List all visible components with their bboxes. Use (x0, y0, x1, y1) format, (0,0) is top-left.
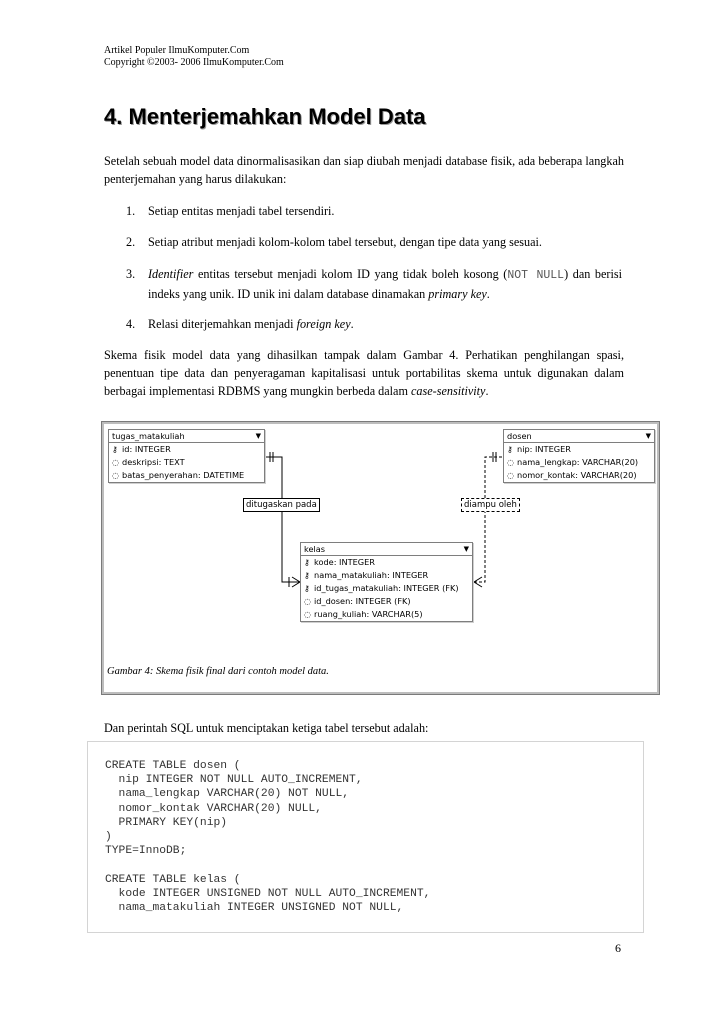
column-dot-icon: ◌ (304, 610, 311, 619)
schema-paragraph (104, 346, 624, 400)
list-text (148, 315, 622, 333)
column-text: deskripsi: TEXT (122, 457, 185, 467)
list-number: 2. (126, 235, 136, 249)
key-icon: ⚷ (304, 584, 310, 593)
table-row (301, 595, 472, 608)
table-row (504, 456, 654, 469)
list-text-part: . (486, 287, 490, 301)
column-text: nomor_kontak: VARCHAR(20) (517, 470, 637, 480)
column-dot-icon: ◌ (304, 597, 311, 606)
table-row (504, 443, 654, 456)
table-header (301, 543, 472, 556)
table-name: dosen (507, 431, 532, 441)
paragraph-end: . (485, 384, 489, 398)
chevron-down-icon: ▼ (255, 432, 261, 440)
table-header (504, 430, 654, 443)
relation-line-diampu (474, 457, 502, 582)
table-dosen (503, 429, 655, 483)
list-text-part: . (350, 317, 354, 331)
column-text: ruang_kuliah: VARCHAR(5) (314, 609, 423, 619)
column-text: batas_penyerahan: DATETIME (122, 470, 245, 480)
column-dot-icon: ◌ (507, 458, 514, 467)
table-name: tugas_matakuliah (112, 431, 185, 441)
header-copyright: Copyright ©2003- 2006 IlmuKomputer.Com (104, 57, 284, 68)
emphasis-foreign-key: foreign key (296, 317, 351, 331)
list-text-part: Relasi diterjemahkan menjadi (148, 317, 297, 331)
table-kelas (300, 542, 473, 622)
inline-code: NOT NULL (507, 269, 565, 282)
list-item (126, 202, 624, 220)
key-icon: ⚷ (112, 445, 118, 454)
emphasis-identifier: Identifier (148, 267, 194, 281)
relation-label-ditugaskan: ditugaskan pada (243, 498, 320, 512)
table-row (109, 469, 264, 482)
column-text: id_dosen: INTEGER (FK) (314, 596, 411, 606)
emphasis-primary-key: primary key (428, 287, 487, 301)
intro-paragraph: Setelah sebuah model data dinormalisasikan dan siap diubah menjadi database fisik, ada beberapa langkah penterjemahan yang harus dilakukan: (104, 154, 624, 186)
table-row (301, 556, 472, 569)
sql-intro-paragraph: Dan perintah SQL untuk menciptakan ketiga tabel tersebut adalah: (104, 721, 429, 735)
paragraph-text: Skema fisik model data yang dihasilkan tampak dalam Gambar 4. Perhatikan penghilangan spasi, penentuan tipe data dan penyeragaman kapitalisasi untuk portabilitas skema untuk digunakan dalam berbagai implementasi RDBMS yang mungkin berbeda dalam (104, 348, 624, 398)
page-number: 6 (615, 941, 621, 955)
table-row (109, 456, 264, 469)
list-number: 4. (126, 317, 136, 331)
key-icon: ⚷ (304, 571, 310, 580)
list-number: 1. (126, 204, 136, 218)
list-text-part: ) dan berisi indeks yang unik. ID unik ini dalam database dinamakan (148, 267, 623, 301)
figure-caption: Gambar 4: Skema fisik final dari contoh model data. (107, 666, 329, 677)
column-dot-icon: ◌ (112, 458, 119, 467)
relation-line-ditugaskan (262, 457, 300, 582)
emphasis-case-sensitivity: case-sensitivity (411, 384, 486, 398)
column-text: id: INTEGER (122, 444, 171, 454)
key-icon: ⚷ (304, 558, 310, 567)
chevron-down-icon: ▼ (645, 432, 651, 440)
key-icon: ⚷ (507, 445, 513, 454)
list-text (148, 265, 622, 303)
list-item (126, 315, 624, 333)
table-row (301, 569, 472, 582)
list-text: Setiap entitas menjadi tabel tersendiri. (148, 204, 335, 218)
table-row (301, 582, 472, 595)
column-dot-icon: ◌ (112, 471, 119, 480)
table-name: kelas (304, 544, 326, 554)
column-text: nama_lengkap: VARCHAR(20) (517, 457, 639, 467)
table-row (504, 469, 654, 482)
code-block (87, 741, 644, 933)
column-dot-icon: ◌ (507, 471, 514, 480)
sql-code: CREATE TABLE dosen ( nip INTEGER NOT NULL AUTO_INCREMENT, nama_lengkap VARCHAR(20) NOT NULL, nomor_kontak VARCHAR(20) NULL, PRIMARY KEY(nip) ) TYPE=InnoDB; CREATE TABLE kelas ( kode INTEGER UNSIGNED NOT NULL AUTO_INCREMENT, nama_matakuliah INTEGER UNSIGNED NOT NULL, (105, 760, 431, 915)
table-tugas-matakuliah (108, 429, 265, 483)
figure-4 (101, 421, 660, 695)
column-text: nama_matakuliah: INTEGER (314, 570, 429, 580)
column-text: kode: INTEGER (314, 557, 375, 567)
chevron-down-icon: ▼ (463, 545, 469, 553)
section-title: 4. Menterjemahkan Model Data (104, 104, 426, 129)
header-site: Artikel Populer IlmuKomputer.Com (104, 45, 250, 56)
table-header (109, 430, 264, 443)
list-item (126, 233, 624, 251)
list-number: 3. (126, 267, 136, 281)
table-row (109, 443, 264, 456)
column-text: id_tugas_matakuliah: INTEGER (FK) (314, 583, 459, 593)
relation-label-diampu: diampu oleh (461, 498, 520, 512)
list-item (126, 265, 624, 303)
table-row (301, 608, 472, 621)
list-text-part: entitas tersebut menjadi kolom ID yang tidak boleh kosong ( (193, 267, 508, 281)
column-text: nip: INTEGER (517, 444, 571, 454)
list-text: Setiap atribut menjadi kolom-kolom tabel tersebut, dengan tipe data yang sesuai. (148, 235, 542, 249)
